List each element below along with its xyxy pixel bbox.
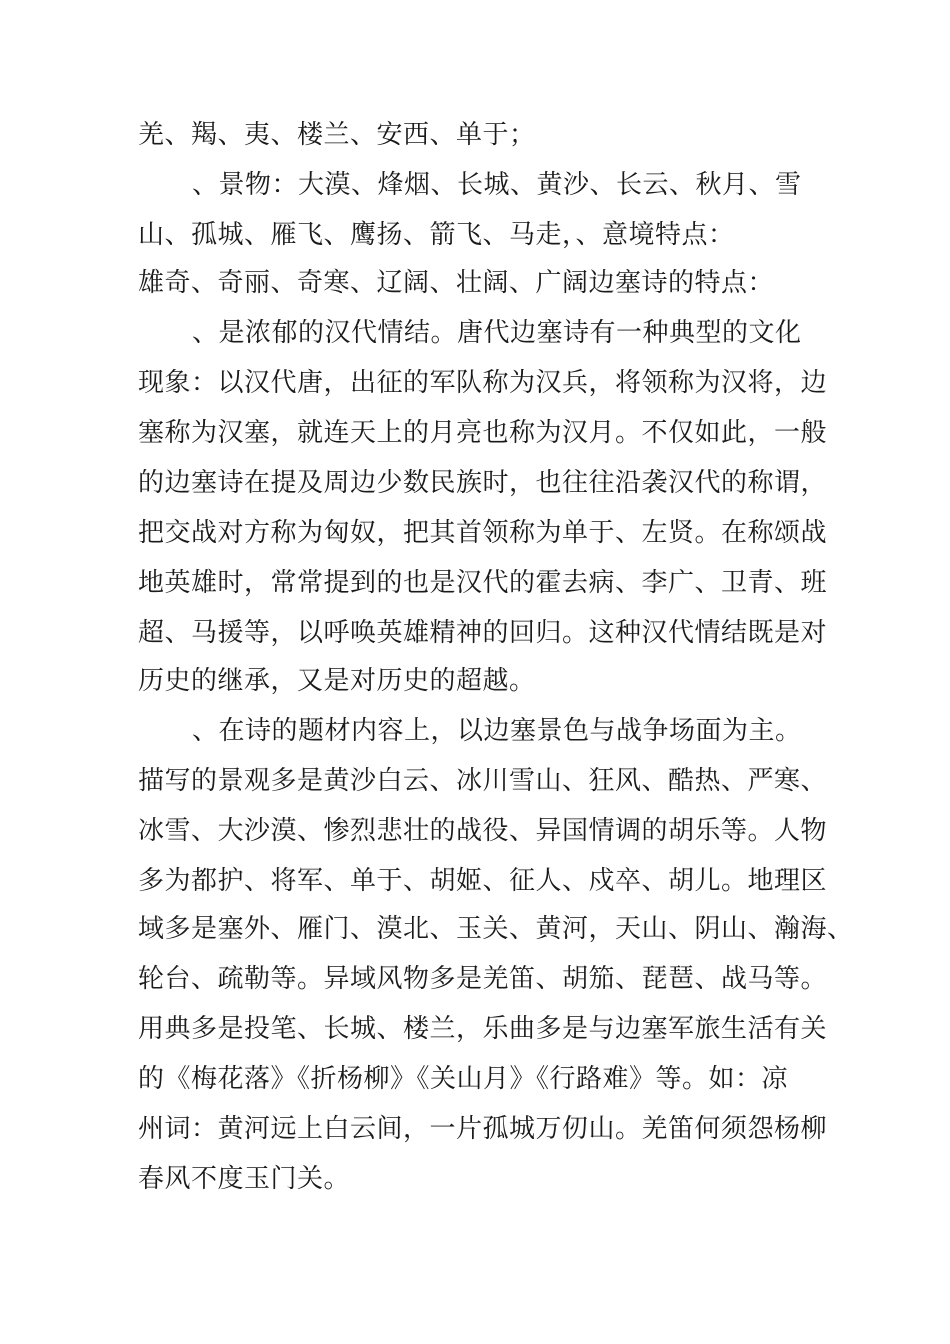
text-line: 、是浓郁的汉代情结。唐代边塞诗有一种典型的文化 xyxy=(192,318,802,348)
text-line: 冰雪、大沙漠、惨烈悲壮的战役、异国情调的胡乐等。人物 xyxy=(138,816,828,846)
text-line: 描写的景观多是黄沙白云、冰川雪山、狂风、酷热、严寒、 xyxy=(138,766,828,796)
text-line: 现象：以汉代唐，出征的军队称为汉兵，将领称为汉将，边 xyxy=(138,368,828,398)
text-line: 州词：黄河远上白云间，一片孤城万仞山。羌笛何须怨杨柳 xyxy=(138,1114,828,1144)
text-line: 雄奇、奇丽、奇寒、辽阔、壮阔、广阔边塞诗的特点： xyxy=(138,268,775,298)
text-line: 域多是塞外、雁门、漠北、玉关、黄河，天山、阴山、瀚海、 xyxy=(138,914,854,944)
text-line: 地英雄时，常常提到的也是汉代的霍去病、李广、卫青、班 xyxy=(138,568,828,598)
text-line: 塞称为汉塞，就连天上的月亮也称为汉月。不仅如此，一般 xyxy=(138,418,828,448)
text-line: 羌、羯、夷、楼兰、安西、单于； xyxy=(138,120,536,150)
text-line: 把交战对方称为匈奴，把其首领称为单于、左贤。在称颂战 xyxy=(138,518,828,548)
text-line: 用典多是投笔、长城、楼兰，乐曲多是与边塞军旅生活有关 xyxy=(138,1014,828,1044)
text-line: 、在诗的题材内容上，以边塞景色与战争场面为主。 xyxy=(192,716,802,746)
text-line: 春风不度玉门关。 xyxy=(138,1164,351,1194)
text-line: 轮台、疏勒等。异域风物多是羌笛、胡笳、琵琶、战马等。 xyxy=(138,964,828,994)
text-line: 的《梅花落》《折杨柳》《关山月》《行路难》等。如：凉 xyxy=(138,1064,789,1094)
text-line: 的边塞诗在提及周边少数民族时，也往往沿袭汉代的称谓， xyxy=(138,468,828,498)
text-line: 山、孤城、雁飞、鹰扬、箭飞、马走，、意境特点： xyxy=(138,220,735,250)
text-line: 超、马援等，以呼唤英雄精神的回归。这种汉代情结既是对 xyxy=(138,618,828,648)
text-line: 多为都护、将军、单于、胡姬、征人、戍卒、胡儿。地理区 xyxy=(138,866,828,896)
text-line: 、景物：大漠、烽烟、长城、黄沙、长云、秋月、雪 xyxy=(192,170,802,200)
text-line: 历史的继承，又是对历史的超越。 xyxy=(138,666,536,696)
